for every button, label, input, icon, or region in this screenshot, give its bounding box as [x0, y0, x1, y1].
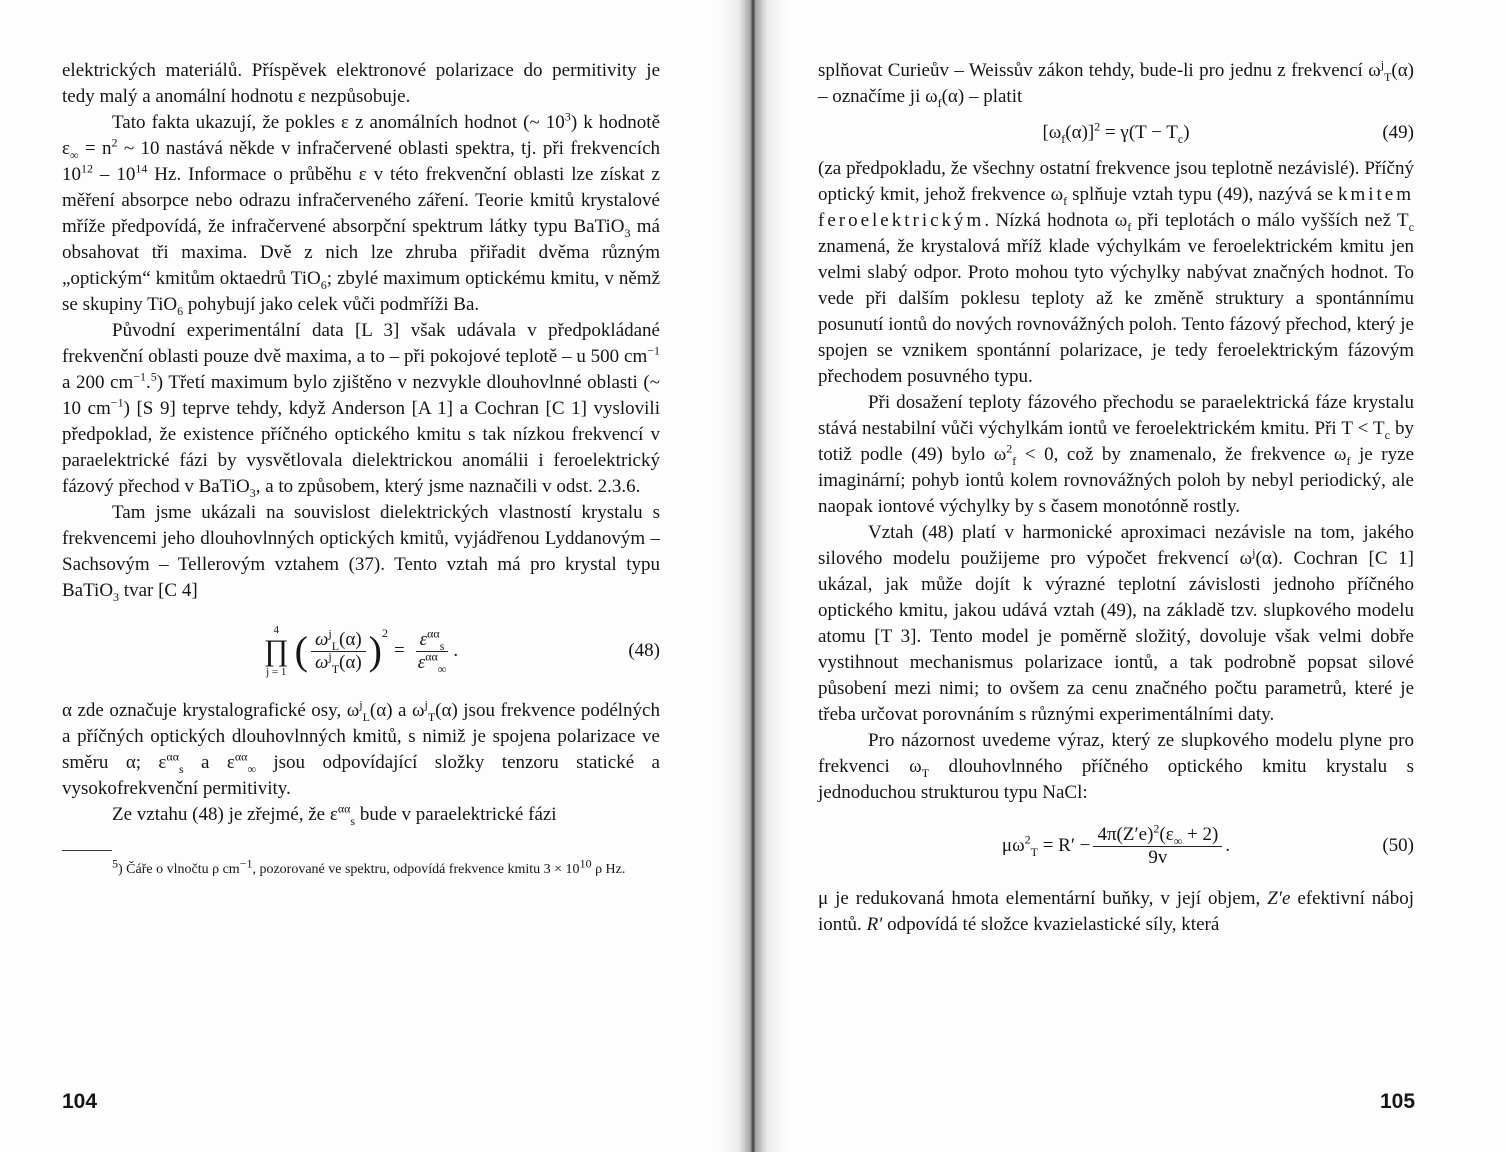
- equation-50: $\mu\omega^2_T = R'$ − $\frac{4\pi(Z'e)^2(\varepsilon_\infty + 2)}{9v}$ . (50): [1001, 821, 1414, 868]
- equation-49: $[\omega_f(\alpha)]^2 = \gamma(T - T_c)$ (49): [1042, 119, 1414, 146]
- page-number-left: 104: [62, 1090, 98, 1113]
- paragraph: (za předpokladu, že všechny ostatní frekvence jsou teplotně nezávislé). Příčný optický kmit, jehož frekvence $\omega_f$ splňuje vztah typu (49), nazývá se kmitem feroelektrickým. Nízká hodnota $\omega_f$ při teplotách o málo vyšších než $T_c$ znamená, že krystalová mříž klade výchylkám ve feroelektrickém kmitu jen velmi slabý odpor. Proto mohou tyto výchylky nabývat značných hodnot. To vede při dalším poklesu teploty až ke změně struktury a spontánnímu posunutí iontů do nových rovnovážných poloh. Tento fázový přechod, který je spojen se vznikem spontánní polarizace, je tedy feroelektrickým fázovým přechodem posuvného typu.: [818, 158, 1414, 387]
- paragraph: Pro názornost uvedeme výraz, který ze slupkového modelu plyne pro frekvenci $\omega_T$ dlouhovlnného příčného optického kmitu krystalu s jednoduchou strukturou typu NaCl:: [818, 730, 1414, 803]
- paragraph: Tato fakta ukazují, že pokles ε z anomálních hodnot (~ $10^3$) k hodnotě $\varepsilon_\infty = n^2$ ~ 10 nastává někde v infračervené oblasti spektra, tj. při frekvencích $10^{12} - 10^{14}$ Hz. Informace o průběhu ε v této frekvenční oblasti lze získat z měření absorpce nebo odrazu infračerveného záření. Teorie kmitů krystalové mříže předpovídá, že infračervené absorpční spektrum látky typu BaTiO$_3$ má obsahovat tři maxima. Dvě z nich lze zhruba přiřadit dvěma různým „optickým“ kmitům oktaedrů TiO$_6$; zbylé maximum optickému kmitu, v němž se skupiny TiO$_6$ pohybují jako celek vůči podmříži Ba.: [62, 109, 661, 318]
- paragraph: α zde označuje krystalografické osy, $\omega^j_L(\alpha)$ a $\omega^j_T(\alpha)$ jsou frekvence podélných a příčných optických dlouhovlnných kmitů, s nimiž je spojena polarizace ve směru α; $\varepsilon^{\alpha\alpha}_s$ a $\varepsilon^{\alpha\alpha}_\infty$ jsou odpovídající složky tenzoru statické a vysokofrekvenční permitivity.: [62, 697, 660, 799]
- equation-number: (49): [1382, 122, 1414, 143]
- shell-model-fraction: $\frac{4\pi(Z'e)^2(\varepsilon_\infty + 2)}{9v}$: [1093, 824, 1222, 869]
- paragraph: splňovat Curieův – Weissův zákon tehdy, bude-li pro jednu z frekvencí $\omega^j_T(\alpha)$ – označíme ji $\omega_f(\alpha)$ – platit: [818, 57, 1414, 110]
- spaced-term: kmitem feroelektrickým: [818, 184, 1414, 231]
- product-operator: 4 ∏ j = 1: [263, 624, 289, 678]
- equation-number: (50): [1382, 835, 1414, 856]
- paragraph: Vztah (48) platí v harmonické aproximaci nezávisle na tom, jakého silového modelu použijeme pro výpočet frekvencí $\omega^j(\alpha)$. Cochran [C 1] ukázal, jak může dojít k výrazné teplotní závislosti jednoho příčného optického kmitu, jakou udává vztah (49), na základě tzv. slupkového modelu atomu [T 3]. Tento model je poměrně složitý, dovoluje však velmi dobře vystihnout mechanismus polarizace iontů, a tak podrobně popsat silové působení mezi nimi; to ovšem za cenu značného počtu parametrů, které je třeba určovat porovnáním s různými experimentálními daty.: [818, 522, 1414, 725]
- paragraph: Ze vztahu (48) je zřejmé, že $\varepsilon^{\alpha\alpha}_s$ bude v paraelektrické fázi: [112, 801, 557, 828]
- paragraph: Při dosažení teploty fázového přechodu se paraelektrická fáze krystalu stává nestabilní vůči výchylkám iontů ve feroelektrickém kmitu. Při $T < T_c$ by totiž podle (49) bylo $\omega^2_f < 0$, což by znamenalo, že frekvence $\omega_f$ je ryze imaginární; pohyb iontů kolem rovnovážných poloh by nebyl periodický, ale naopak iontové výchylky by s časem monotónně rostly.: [818, 392, 1415, 517]
- equation-number: (48): [628, 640, 660, 661]
- paragraph: Původní experimentální data [L 3] však udávala v předpokládané frekvenční oblasti pouze dvě maxima, a to – při pokojové teplotě – u 500 $cm^{-1}$ a 200 $cm^{-1}.^5$) Třetí maximum bylo zjištěno v nezvykle dlouhovlnné oblasti (~ 10 $cm^{-1}$) [S 9] teprve tehdy, když Anderson [A 1] a Cochran [C 1] vyslovili předpoklad, že existence příčného optického kmitu s tak nízkou frekvencí v paraelektrické fázi by vysvětlovala dielektrickou anomálii i feroelektrický fázový přechod v BaTiO$_3$, a to způsobem, který jsme naznačili v odst. 2.3.6.: [62, 320, 660, 500]
- paragraph: Tam jsme ukázali na souvislost dielektrických vlastností krystalu s frekvencemi jeho dlouhovlnných optických kmitů, vyjádřenou Lyddanovým – Sachsovým – Tellerovým vztahem (37). Tento vztah má pro krystal typu BaTiO$_3$ tvar [C 4]: [62, 502, 660, 604]
- book-gutter: [718, 0, 788, 1152]
- footnote-rule: [62, 850, 112, 851]
- right-page-text: [818, 58, 1414, 938]
- permittivity-ratio: $\frac{\varepsilon^{\alpha\alpha}_s}{\varepsilon^{\alpha\alpha}_\infty}$: [414, 629, 451, 674]
- paragraph: μ je redukovaná hmota elementární buňky, v její objem, Z′e efektivní náboj iontů. R′ odpovídá té složce kvazielastické síly, která: [818, 888, 1415, 935]
- frequency-ratio: $\frac{\omega^j_L(\alpha)}{\omega^j_T(\alpha)}$: [311, 629, 366, 674]
- paragraph: elektrických materiálů. Příspěvek elektronové polarizace do permitivity je tedy malý a anomální hodnotu ε nezpůsobuje.: [62, 60, 660, 107]
- equation-48: 4 ∏ j = 1 ( $\frac{\omega^j_L(\alpha)}{\omega^j_T(\alpha)}$ ) $^2$ = $\frac{\varepsilon^{\alpha\alpha}_s}{\varepsilon^{\alpha\alpha}_\infty}$ . (48): [263, 624, 660, 678]
- page-number-right: 105: [1380, 1090, 1416, 1113]
- left-page-text: [62, 58, 660, 881]
- footnote: $^5$) Čáře o vlnočtu ρ $cm^{-1}$, pozorované ve spektru, odpovídá frekvence kmitu $3 \times 10^{10}$ ρ Hz.: [112, 856, 626, 877]
